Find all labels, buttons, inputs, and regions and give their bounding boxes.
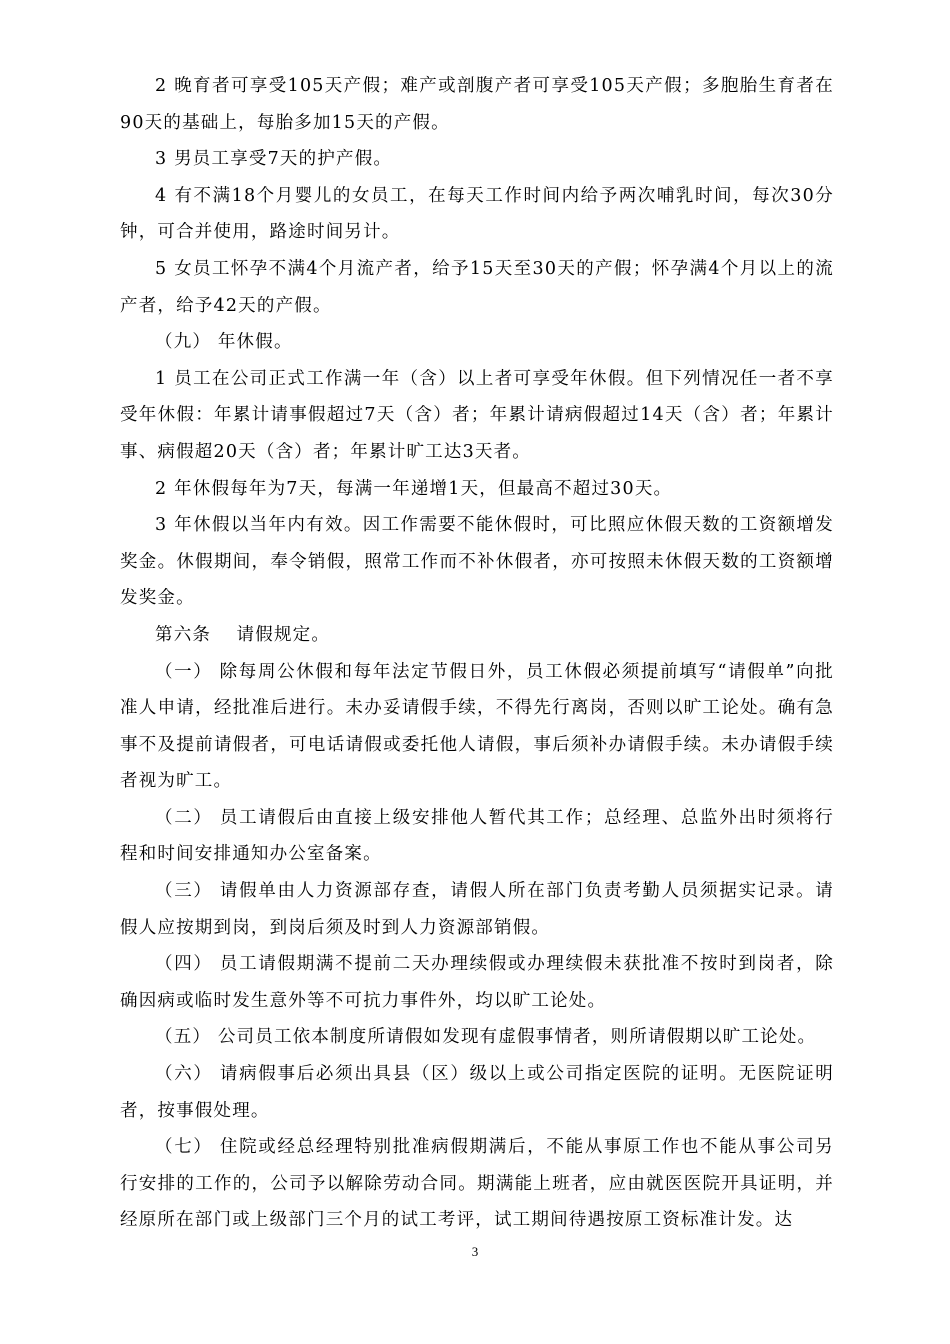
- paragraph-leave-rule-1: （一） 除每周公休假和每年法定节假日外，员工休假必须提前填写“请假单”向批准人申请，经批准后进行。未办妥请假手续，不得先行离岗，否则以旷工论处。确有急事不及提前请假者，可电话请假或委托他人请假，事后须补办请假手续。未办请假手续者视为旷工。: [120, 661, 834, 792]
- body-text: [120, 68, 834, 1239]
- paragraph-leave-rule-7: （七） 住院或经总经理特别批准病假期满后，不能从事原工作也不能从事公司另行安排的工作的，公司予以解除劳动合同。期满能上班者，应由就医医院开具证明，并经原所在部门或上级部门三个月的试工考评，试工期间待遇按原工资标准计发。达: [120, 1137, 834, 1231]
- section-heading-annual-leave: （九） 年休假。: [155, 332, 293, 353]
- article-heading-leave-rules: 第六条 请假规定。: [155, 624, 331, 645]
- paragraph-leave-rule-3: （三） 请假单由人力资源部存查，请假人所在部门负责考勤人员须据实记录。请假人应按期到岗，到岗后须及时到人力资源部销假。: [120, 881, 834, 938]
- paragraph-annual-leave-eligibility: 1 员工在公司正式工作满一年（含）以上者可享受年休假。但下列情况任一者不享受年休假：年累计请事假超过7天（含）者；年累计请病假超过14天（含）者；年累计事、病假超20天（含）者；年累计旷工达3天者。: [120, 368, 834, 462]
- paragraph-miscarriage-leave: 5 女员工怀孕不满4个月流产者，给予15天至30天的产假；怀孕满4个月以上的流产者，给予42天的产假。: [120, 258, 834, 316]
- paragraph-maternity-late-childbirth: 2 晚育者可享受105天产假；难产或剖腹产者可享受105天产假；多胞胎生育者在90天的基础上，每胎多加15天的产假。: [120, 76, 834, 133]
- paragraph-annual-leave-days: 2 年休假每年为7天，每满一年递增1天，但最高不超过30天。: [155, 478, 673, 499]
- paragraph-leave-rule-4: （四） 员工请假期满不提前二天办理续假或办理续假未获批准不按时到岗者，除确因病或临时发生意外等不可抗力事件外，均以旷工论处。: [120, 954, 834, 1011]
- paragraph-nursing-time: 4 有不满18个月婴儿的女员工，在每天工作时间内给予两次哺乳时间，每次30分钟，可合并使用，路途时间另计。: [120, 185, 834, 243]
- paragraph-leave-rule-5: （五） 公司员工依本制度所请假如发现有虚假事情者，则所请假期以旷工论处。: [155, 1027, 817, 1048]
- paragraph-annual-leave-validity: 3 年休假以当年内有效。因工作需要不能休假时，可比照应休假天数的工资额增发奖金。休假期间，奉令销假，照常工作而不补休假者，亦可按照未休假天数的工资额增发奖金。: [120, 515, 834, 609]
- page-number: 3: [471, 1244, 479, 1259]
- paragraph-paternity-leave: 3 男员工享受7天的护产假。: [155, 149, 393, 170]
- paragraph-leave-rule-6: （六） 请病假事后必须出具县（区）级以上或公司指定医院的证明。无医院证明者，按事假处理。: [120, 1064, 834, 1121]
- paragraph-leave-rule-2: （二） 员工请假后由直接上级安排他人暂代其工作；总经理、总监外出时须将行程和时间安排通知办公室备案。: [120, 807, 834, 865]
